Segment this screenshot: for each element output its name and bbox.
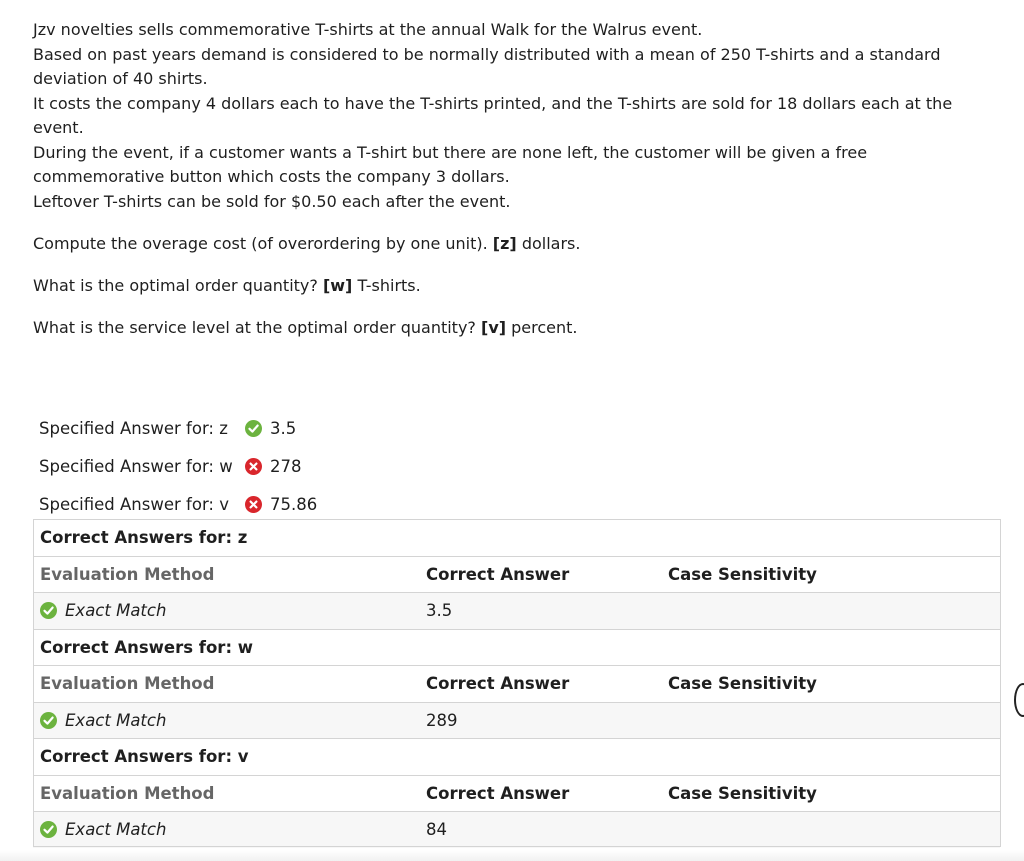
incorrect-x-icon <box>245 458 262 475</box>
group-header-z: Correct Answers for: z <box>33 520 1000 557</box>
page-bottom-edge <box>0 850 1024 861</box>
column-headers: Evaluation Method Correct Answer Case Sensitivity <box>33 556 1000 593</box>
blank-v: [v] <box>481 317 507 337</box>
blank-z: [z] <box>492 233 517 253</box>
evaluation-method: Exact Match <box>65 710 167 730</box>
column-headers: Evaluation Method Correct Answer Case Sensitivity <box>33 666 1000 703</box>
correct-answer-value: 84 <box>419 812 661 848</box>
evaluation-method: Exact Match <box>65 601 167 621</box>
question-text <box>33 18 983 340</box>
correct-answer-value: 289 <box>419 702 661 739</box>
group-header-w: Correct Answers for: w <box>33 629 1000 666</box>
question-line: Jzv novelties sells commemorative T-shirts at the annual Walk for the Walrus event. <box>33 20 703 39</box>
blank-w: [w] <box>322 275 353 295</box>
incorrect-x-icon <box>245 496 262 513</box>
cropped-glyph <box>1014 683 1024 717</box>
question-line: During the event, if a customer wants a T-shirt but there are none left, the customer will be given a free commemorative button which costs the company 3 dollars. <box>33 142 868 186</box>
evaluation-method: Exact Match <box>65 820 167 840</box>
question-order-quantity: What is the optimal order quantity? [w] T-shirts. <box>33 275 421 295</box>
correct-answers-table <box>33 519 1000 848</box>
specified-answer-z: Specified Answer for: z 3.5 <box>39 418 297 438</box>
correct-check-icon <box>40 821 57 838</box>
correct-check-icon <box>40 712 57 729</box>
question-line: Leftover T-shirts can be sold for $0.50 each after the event. <box>33 191 511 211</box>
group-header-v: Correct Answers for: v <box>33 739 1000 776</box>
question-line: Based on past years demand is considered to be normally distributed with a mean of 250 T-shirts and a standard deviation of 40 shirts. <box>33 44 941 88</box>
specified-answer-v: Specified Answer for: v 75.86 <box>39 494 318 514</box>
table-row <box>33 702 1000 739</box>
column-headers: Evaluation Method Correct Answer Case Sensitivity <box>33 775 1000 812</box>
correct-check-icon <box>245 420 262 437</box>
correct-answer-value: 3.5 <box>419 593 661 630</box>
table-row <box>33 812 1000 848</box>
correct-check-icon <box>40 602 57 619</box>
question-overage-cost: Compute the overage cost (of overordering by one unit). [z] dollars. <box>33 233 581 253</box>
specified-answers <box>39 409 317 523</box>
question-line: It costs the company 4 dollars each to have the T-shirts printed, and the T-shirts are sold for 18 dollars each at the event. <box>33 93 953 137</box>
table-row <box>33 593 1000 630</box>
specified-answer-w: Specified Answer for: w 278 <box>39 456 302 476</box>
question-service-level: What is the service level at the optimal order quantity? [v] percent. <box>33 317 578 337</box>
